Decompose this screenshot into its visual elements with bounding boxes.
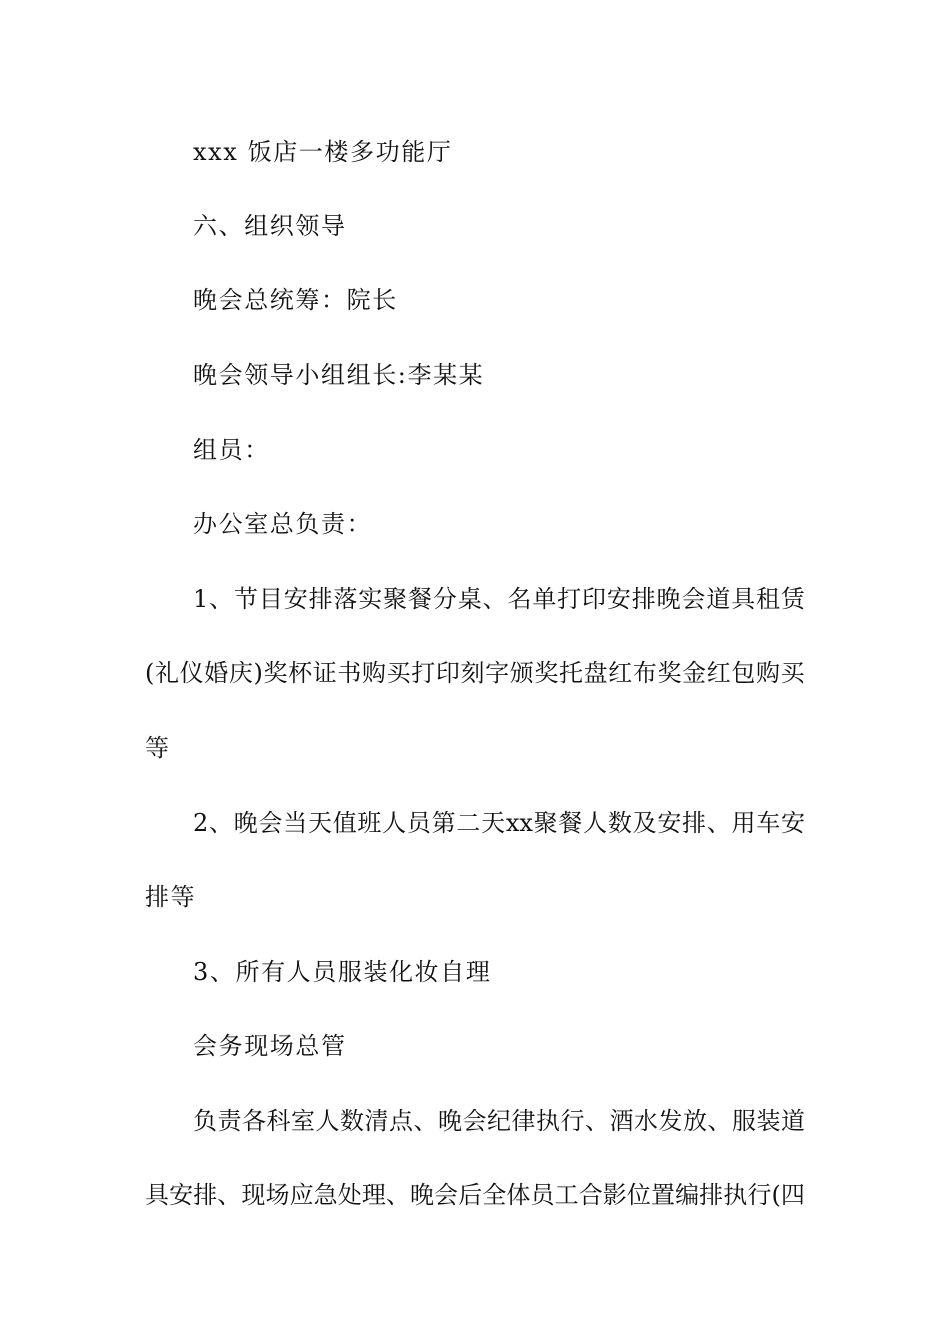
duty-item-1-line-2: ( 礼 仪 婚 庆 ) 奖 杯 证 书 购 买 打 印 刻 字 颁 奖 托 盘 红 布 奖 金 红 包 购 买 [145,659,805,687]
section-heading-organization: 六、组织领导 [193,212,347,240]
duty-item-3-line: 3、所有人员服装化妆自理 [193,958,492,986]
duty-item-1-line-1: 1 、 节 目 安 排 落 实 聚 餐 分 桌 、 名 单 打 印 安 排 晚 会 道 具 租 赁 [193,585,805,613]
duty-item-2-line-1: 2 、 晚 会 当 天 值 班 人 员 第 二 天 xx 聚 餐 人 数 及 安 排 、 用 车 安 [193,809,805,837]
duty-item-2-line-2: 排等 [145,883,197,911]
team-leader-line: 晚会领导小组组长:李某某 [193,361,485,389]
duty-item-1-line-3: 等 [145,734,171,762]
chief-coordinator-line: 晚会总统筹：院长 [193,286,398,314]
onsite-duties-line-1: 负 责 各 科 室 人 数 清 点 、 晚 会 纪 律 执 行 、 酒 水 发 放 、 服 装 道 [193,1107,805,1135]
venue-line: xxx 饭店一楼多功能厅 [193,138,453,166]
onsite-manager-heading: 会务现场总管 [193,1032,347,1060]
onsite-duties-line-2: 具 安 排 、 现 场 应 急 处 理 、 晚 会 后 全 体 员 工 合 影 位 置 编 排 执 行 ( 四 [145,1181,805,1209]
office-lead-label: 办公室总负责： [193,510,373,538]
members-label: 组员： [193,436,270,464]
